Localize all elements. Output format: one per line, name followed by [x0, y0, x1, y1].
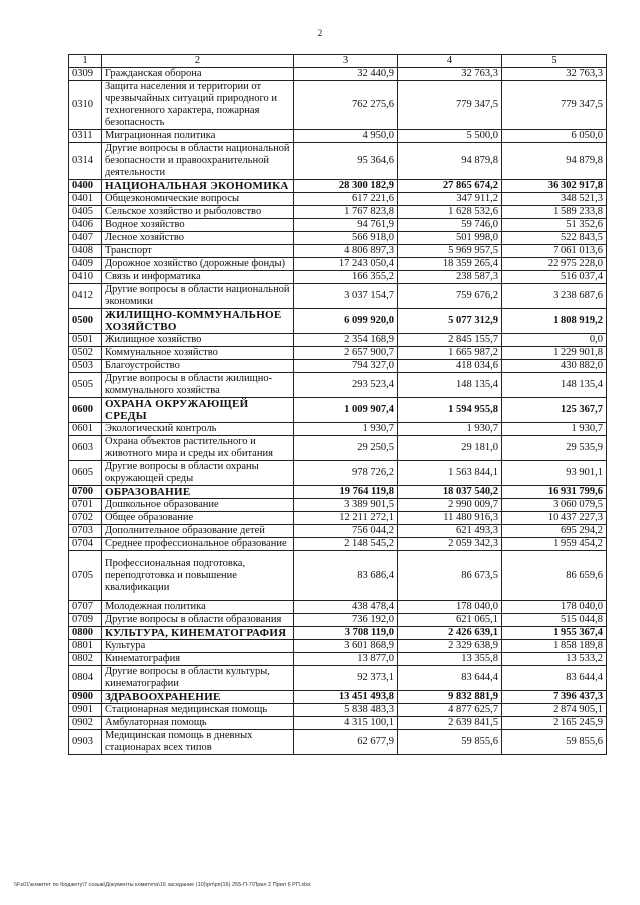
code-cell: 0603	[69, 436, 102, 461]
value-col3-cell: 92 373,1	[294, 666, 398, 691]
value-col3-cell: 756 044,2	[294, 525, 398, 538]
column-header: 4	[398, 55, 502, 68]
value-col4-cell: 621 493,3	[398, 525, 502, 538]
name-cell: ЗДРАВООХРАНЕНИЕ	[102, 691, 294, 704]
name-cell: ОХРАНА ОКРУЖАЮЩЕЙ СРЕДЫ	[102, 398, 294, 423]
value-col4-cell: 2 845 155,7	[398, 334, 502, 347]
value-col5-cell: 3 238 687,6	[502, 284, 607, 309]
value-col3-cell: 17 243 050,4	[294, 258, 398, 271]
value-col3-cell: 2 657 900,7	[294, 347, 398, 360]
table-row	[69, 232, 607, 245]
value-col4-cell: 5 500,0	[398, 130, 502, 143]
column-header: 3	[294, 55, 398, 68]
value-col3-cell: 2 148 545,2	[294, 538, 398, 551]
code-cell: 0702	[69, 512, 102, 525]
name-cell: Охрана объектов растительного и животного мира и среды их обитания	[102, 436, 294, 461]
code-cell: 0409	[69, 258, 102, 271]
column-number-row	[69, 55, 607, 68]
section-row	[69, 398, 607, 423]
name-cell: Стационарная медицинская помощь	[102, 704, 294, 717]
value-col5-cell: 29 535,9	[502, 436, 607, 461]
name-cell: Общеэкономические вопросы	[102, 193, 294, 206]
value-col4-cell: 2 329 638,9	[398, 640, 502, 653]
name-cell: Водное хозяйство	[102, 219, 294, 232]
code-cell: 0703	[69, 525, 102, 538]
name-cell: Другие вопросы в области жилищно-коммунального хозяйства	[102, 373, 294, 398]
page-number: 2	[317, 28, 323, 38]
name-cell: Молодежная политика	[102, 601, 294, 614]
value-col4-cell: 27 865 674,2	[398, 180, 502, 193]
code-cell: 0309	[69, 68, 102, 81]
name-cell: Другие вопросы в области культуры, кинематографии	[102, 666, 294, 691]
name-cell: Среднее профессиональное образование	[102, 538, 294, 551]
value-col5-cell: 348 521,3	[502, 193, 607, 206]
value-col5-cell: 1 858 189,8	[502, 640, 607, 653]
name-cell: НАЦИОНАЛЬНАЯ ЭКОНОМИКА	[102, 180, 294, 193]
value-col5-cell: 10 437 227,3	[502, 512, 607, 525]
name-cell: Другие вопросы в области образования	[102, 614, 294, 627]
value-col4-cell: 18 359 265,4	[398, 258, 502, 271]
value-col4-cell: 759 676,2	[398, 284, 502, 309]
code-cell: 0600	[69, 398, 102, 423]
value-col3-cell: 3 037 154,7	[294, 284, 398, 309]
value-col3-cell: 4 315 100,1	[294, 717, 398, 730]
value-col5-cell: 695 294,2	[502, 525, 607, 538]
value-col3-cell: 13 877,0	[294, 653, 398, 666]
value-col4-cell: 2 059 342,3	[398, 538, 502, 551]
value-col3-cell: 32 440,9	[294, 68, 398, 81]
table-row	[69, 601, 607, 614]
value-col4-cell: 1 594 955,8	[398, 398, 502, 423]
code-cell: 0801	[69, 640, 102, 653]
value-col4-cell: 347 911,2	[398, 193, 502, 206]
code-cell: 0501	[69, 334, 102, 347]
value-col4-cell: 1 563 844,1	[398, 461, 502, 486]
value-col5-cell: 1 959 454,2	[502, 538, 607, 551]
table-row	[69, 373, 607, 398]
table-row	[69, 347, 607, 360]
value-col4-cell: 621 065,1	[398, 614, 502, 627]
table-row	[69, 512, 607, 525]
section-row	[69, 309, 607, 334]
code-cell: 0903	[69, 730, 102, 755]
value-col3-cell: 94 761,9	[294, 219, 398, 232]
value-col5-cell: 0,0	[502, 334, 607, 347]
value-col3-cell: 4 806 897,3	[294, 245, 398, 258]
table-row	[69, 717, 607, 730]
name-cell: Коммунальное хозяйство	[102, 347, 294, 360]
budget-table	[68, 54, 607, 755]
name-cell: Защита населения и территории от чрезвычайных ситуаций природного и техногенного характера, пожарная безопасность	[102, 81, 294, 130]
name-cell: ЖИЛИЩНО-КОММУНАЛЬНОЕ ХОЗЯЙСТВО	[102, 309, 294, 334]
name-cell: Кинематография	[102, 653, 294, 666]
name-cell: Профессиональная подготовка, переподготовка и повышение квалификации	[102, 551, 294, 601]
code-cell: 0314	[69, 143, 102, 180]
name-cell: Другие вопросы в области национальной экономики	[102, 284, 294, 309]
value-col5-cell: 2 165 245,9	[502, 717, 607, 730]
value-col5-cell: 83 644,4	[502, 666, 607, 691]
value-col5-cell: 148 135,4	[502, 373, 607, 398]
section-row	[69, 486, 607, 499]
value-col4-cell: 238 587,3	[398, 271, 502, 284]
column-header: 5	[502, 55, 607, 68]
value-col5-cell: 3 060 079,5	[502, 499, 607, 512]
value-col5-cell: 59 855,6	[502, 730, 607, 755]
value-col4-cell: 1 628 532,6	[398, 206, 502, 219]
value-col4-cell: 9 832 881,9	[398, 691, 502, 704]
value-col4-cell: 779 347,5	[398, 81, 502, 130]
name-cell: ОБРАЗОВАНИЕ	[102, 486, 294, 499]
table-row	[69, 730, 607, 755]
value-col4-cell: 1 665 987,2	[398, 347, 502, 360]
name-cell: Благоустройство	[102, 360, 294, 373]
value-col5-cell: 1 955 367,4	[502, 627, 607, 640]
value-col5-cell: 7 061 013,6	[502, 245, 607, 258]
value-col5-cell: 515 044,8	[502, 614, 607, 627]
value-col3-cell: 12 211 272,1	[294, 512, 398, 525]
value-col5-cell: 779 347,5	[502, 81, 607, 130]
value-col4-cell: 418 034,6	[398, 360, 502, 373]
name-cell: Общее образование	[102, 512, 294, 525]
table-row	[69, 143, 607, 180]
table-row	[69, 666, 607, 691]
code-cell: 0503	[69, 360, 102, 373]
column-header: 2	[102, 55, 294, 68]
table-row	[69, 193, 607, 206]
table-row	[69, 653, 607, 666]
code-cell: 0408	[69, 245, 102, 258]
table-row	[69, 551, 607, 601]
section-row	[69, 627, 607, 640]
value-col5-cell: 13 533,2	[502, 653, 607, 666]
table-row	[69, 81, 607, 130]
value-col3-cell: 28 300 182,9	[294, 180, 398, 193]
table-row	[69, 334, 607, 347]
code-cell: 0704	[69, 538, 102, 551]
table-row	[69, 271, 607, 284]
table-row	[69, 423, 607, 436]
table-row	[69, 461, 607, 486]
value-col4-cell: 2 426 639,1	[398, 627, 502, 640]
value-col3-cell: 978 726,2	[294, 461, 398, 486]
value-col3-cell: 762 275,6	[294, 81, 398, 130]
name-cell: Жилищное хозяйство	[102, 334, 294, 347]
value-col3-cell: 1 009 907,4	[294, 398, 398, 423]
name-cell: Гражданская оборона	[102, 68, 294, 81]
table-row	[69, 219, 607, 232]
name-cell: Культура	[102, 640, 294, 653]
table-row	[69, 284, 607, 309]
code-cell: 0405	[69, 206, 102, 219]
code-cell: 0412	[69, 284, 102, 309]
value-col4-cell: 83 644,4	[398, 666, 502, 691]
name-cell: Связь и информатика	[102, 271, 294, 284]
table-row	[69, 68, 607, 81]
value-col3-cell: 95 364,6	[294, 143, 398, 180]
value-col3-cell: 3 389 901,5	[294, 499, 398, 512]
code-cell: 0709	[69, 614, 102, 627]
value-col5-cell: 178 040,0	[502, 601, 607, 614]
table-row	[69, 436, 607, 461]
value-col3-cell: 293 523,4	[294, 373, 398, 398]
value-col5-cell: 93 901,1	[502, 461, 607, 486]
budget-table-body	[69, 68, 607, 755]
code-cell: 0310	[69, 81, 102, 130]
value-col5-cell: 1 589 233,8	[502, 206, 607, 219]
table-row	[69, 614, 607, 627]
value-col4-cell: 148 135,4	[398, 373, 502, 398]
table-row	[69, 640, 607, 653]
value-col5-cell: 125 367,7	[502, 398, 607, 423]
table-row	[69, 525, 607, 538]
value-col4-cell: 5 077 312,9	[398, 309, 502, 334]
value-col5-cell: 86 659,6	[502, 551, 607, 601]
value-col4-cell: 11 480 916,3	[398, 512, 502, 525]
code-cell: 0406	[69, 219, 102, 232]
value-col3-cell: 4 950,0	[294, 130, 398, 143]
value-col3-cell: 794 327,0	[294, 360, 398, 373]
code-cell: 0902	[69, 717, 102, 730]
code-cell: 0901	[69, 704, 102, 717]
table-row	[69, 538, 607, 551]
code-cell: 0500	[69, 309, 102, 334]
name-cell: Сельское хозяйство и рыболовство	[102, 206, 294, 219]
value-col4-cell: 86 673,5	[398, 551, 502, 601]
name-cell: Дополнительное образование детей	[102, 525, 294, 538]
value-col3-cell: 83 686,4	[294, 551, 398, 601]
value-col3-cell: 6 099 920,0	[294, 309, 398, 334]
value-col5-cell: 522 843,5	[502, 232, 607, 245]
name-cell: Амбулаторная помощь	[102, 717, 294, 730]
name-cell: КУЛЬТУРА, КИНЕМАТОГРАФИЯ	[102, 627, 294, 640]
code-cell: 0701	[69, 499, 102, 512]
section-row	[69, 180, 607, 193]
code-cell: 0601	[69, 423, 102, 436]
value-col3-cell: 3 708 119,0	[294, 627, 398, 640]
name-cell: Дорожное хозяйство (дорожные фонды)	[102, 258, 294, 271]
name-cell: Другие вопросы в области национальной безопасности и правоохранительной деятельности	[102, 143, 294, 180]
code-cell: 0900	[69, 691, 102, 704]
code-cell: 0707	[69, 601, 102, 614]
code-cell: 0505	[69, 373, 102, 398]
value-col3-cell: 1 767 823,8	[294, 206, 398, 219]
value-col4-cell: 32 763,3	[398, 68, 502, 81]
code-cell: 0802	[69, 653, 102, 666]
value-col5-cell: 1 229 901,8	[502, 347, 607, 360]
value-col5-cell: 7 396 437,3	[502, 691, 607, 704]
value-col5-cell: 32 763,3	[502, 68, 607, 81]
value-col5-cell: 36 302 917,8	[502, 180, 607, 193]
value-col4-cell: 59 855,6	[398, 730, 502, 755]
column-header: 1	[69, 55, 102, 68]
value-col5-cell: 430 882,0	[502, 360, 607, 373]
code-cell: 0407	[69, 232, 102, 245]
value-col3-cell: 2 354 168,9	[294, 334, 398, 347]
table-row	[69, 258, 607, 271]
code-cell: 0502	[69, 347, 102, 360]
table-row	[69, 245, 607, 258]
value-col3-cell: 13 451 493,8	[294, 691, 398, 704]
value-col4-cell: 18 037 540,2	[398, 486, 502, 499]
code-cell: 0700	[69, 486, 102, 499]
value-col4-cell: 13 355,8	[398, 653, 502, 666]
value-col4-cell: 29 181,0	[398, 436, 502, 461]
name-cell: Миграционная политика	[102, 130, 294, 143]
table-row	[69, 360, 607, 373]
name-cell: Медицинская помощь в дневных стационарах всех типов	[102, 730, 294, 755]
name-cell: Экологический контроль	[102, 423, 294, 436]
value-col5-cell: 6 050,0	[502, 130, 607, 143]
code-cell: 0804	[69, 666, 102, 691]
value-col4-cell: 501 998,0	[398, 232, 502, 245]
value-col5-cell: 1 808 919,2	[502, 309, 607, 334]
value-col5-cell: 1 930,7	[502, 423, 607, 436]
value-col3-cell: 166 355,2	[294, 271, 398, 284]
table-row	[69, 206, 607, 219]
table-row	[69, 499, 607, 512]
code-cell: 0401	[69, 193, 102, 206]
section-row	[69, 691, 607, 704]
value-col3-cell: 438 478,4	[294, 601, 398, 614]
value-col4-cell: 94 879,8	[398, 143, 502, 180]
table-row	[69, 130, 607, 143]
value-col3-cell: 62 677,9	[294, 730, 398, 755]
file-path-footer: \\Fs01\комитет по бюджету\7 созыв\Документы комитета\16 заседание (10)\рп\рп(16) 255-П-7\Прил 2 Прил 6 РП.xlsx	[14, 882, 311, 888]
value-col5-cell: 22 975 228,0	[502, 258, 607, 271]
value-col3-cell: 5 838 483,3	[294, 704, 398, 717]
value-col5-cell: 94 879,8	[502, 143, 607, 180]
name-cell: Дошкольное образование	[102, 499, 294, 512]
value-col4-cell: 59 746,0	[398, 219, 502, 232]
value-col4-cell: 5 969 957,5	[398, 245, 502, 258]
value-col4-cell: 1 930,7	[398, 423, 502, 436]
value-col4-cell: 178 040,0	[398, 601, 502, 614]
value-col5-cell: 2 874 905,1	[502, 704, 607, 717]
value-col4-cell: 4 877 625,7	[398, 704, 502, 717]
value-col3-cell: 3 601 868,9	[294, 640, 398, 653]
code-cell: 0705	[69, 551, 102, 601]
value-col5-cell: 516 037,4	[502, 271, 607, 284]
value-col3-cell: 19 764 119,8	[294, 486, 398, 499]
table-row	[69, 704, 607, 717]
value-col4-cell: 2 639 841,5	[398, 717, 502, 730]
name-cell: Транспорт	[102, 245, 294, 258]
name-cell: Другие вопросы в области охраны окружающей среды	[102, 461, 294, 486]
value-col3-cell: 566 918,0	[294, 232, 398, 245]
value-col3-cell: 29 250,5	[294, 436, 398, 461]
value-col5-cell: 51 352,6	[502, 219, 607, 232]
value-col5-cell: 16 931 799,6	[502, 486, 607, 499]
code-cell: 0605	[69, 461, 102, 486]
value-col3-cell: 617 221,6	[294, 193, 398, 206]
code-cell: 0311	[69, 130, 102, 143]
name-cell: Лесное хозяйство	[102, 232, 294, 245]
code-cell: 0410	[69, 271, 102, 284]
value-col3-cell: 736 192,0	[294, 614, 398, 627]
code-cell: 0400	[69, 180, 102, 193]
value-col3-cell: 1 930,7	[294, 423, 398, 436]
value-col4-cell: 2 990 009,7	[398, 499, 502, 512]
code-cell: 0800	[69, 627, 102, 640]
